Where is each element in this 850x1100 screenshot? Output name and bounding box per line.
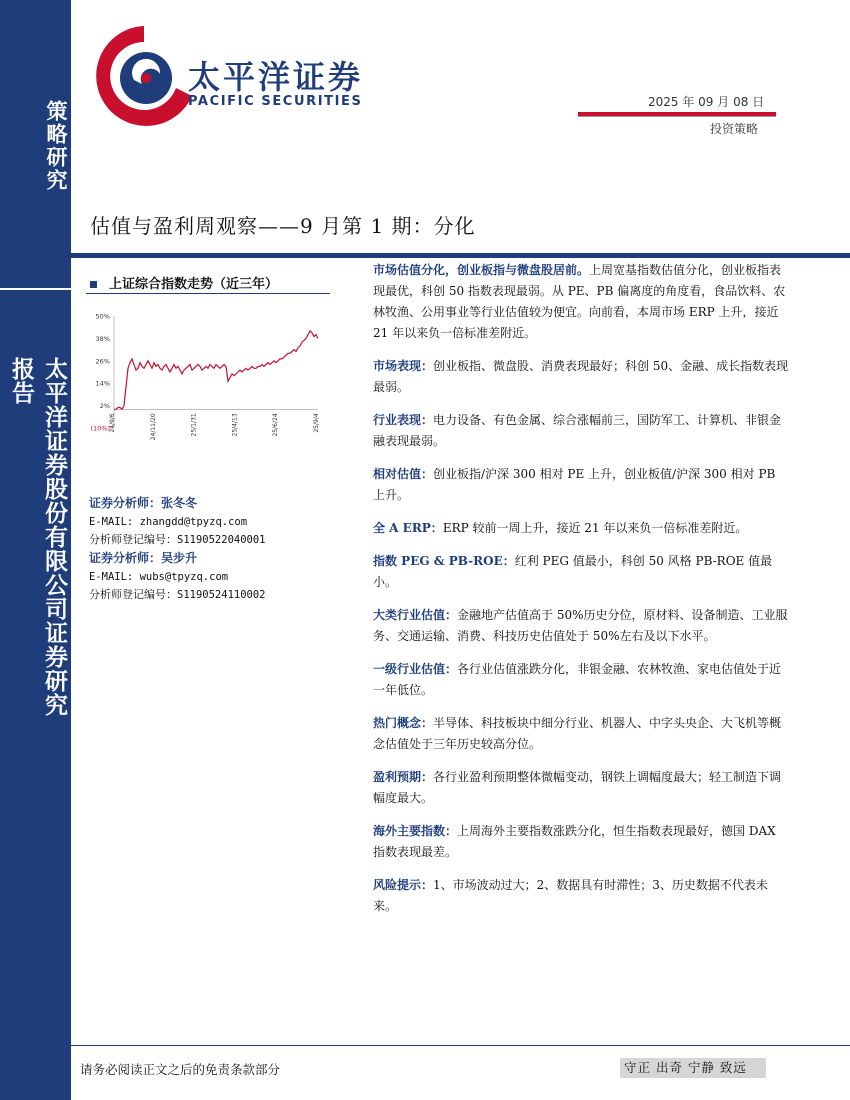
analyst-email-line [89,568,266,586]
analyst-email[interactable]: zhangdd@tpyzq.com [139,516,248,528]
sidebar-category-label: 策略研究 [44,100,69,192]
paragraph-heading: 市场估值分化，创业板指与微盘股居前。 [373,263,590,277]
x-tick-label: 25/1/31 [190,413,198,437]
footer-disclaimer: 请务必阅读正文之后的免责条款部分 [80,1062,281,1077]
paragraph-body: 金融地产估值高于 50%历史分位，原材料、设备制造、工业服务、交通运输、消费、科技历史估值处于 50%左右及以下水平。 [373,608,788,643]
paragraph-heading: 热门概念： [373,716,434,730]
paragraph-heading: 一级行业估值： [373,662,458,676]
x-tick-label: 24/11/20 [149,413,157,441]
paragraph-heading: 风险提示： [373,878,434,892]
paragraph-heading: 盈利预期： [373,770,434,784]
x-tick-label: 25/6/24 [272,413,280,437]
summary-paragraph [373,464,789,506]
summary-paragraph [373,410,789,452]
analyst-email-line [89,513,266,531]
title-divider [71,253,850,258]
analyst-1 [89,494,266,549]
footer-rule [71,1045,850,1046]
analyst-reg-no: S1190522040001 [177,534,266,546]
analyst-1-title [89,494,266,513]
square-bullet-icon [90,281,97,288]
analyst-name: 张冬冬 [161,496,198,510]
y-tick-label: (10%) [90,424,110,433]
paragraph-heading: 相对估值： [373,467,434,481]
paragraph-body: 各行业估值涨跌分化，非银金融、农林牧渔、家电估值处于近一年低位。 [373,662,782,697]
header-gray-rule [578,116,776,117]
reg-label: 分析师登记编号： [89,588,177,601]
analyst-2 [89,549,266,604]
analyst-email[interactable]: wubs@tpyzq.com [139,571,229,583]
series-line [114,331,318,409]
summary-paragraph [373,260,789,344]
paragraph-heading: 大类行业估值： [373,608,458,622]
analyst-name: 吴步升 [161,551,198,565]
report-category: 投资策略 [710,122,759,136]
y-tick-label: 14% [95,379,110,388]
summary-paragraph [373,551,789,593]
brand-name-en: PACIFIC SECURITIES [188,94,363,109]
paragraph-heading: 行业表现： [373,413,434,427]
paragraph-body: ERP 较前一周上升，接近 21 年以来负一倍标准差附近。 [442,521,748,535]
summary-paragraph [373,713,789,755]
summary-paragraph [373,356,789,398]
chart-title-text: 上证综合指数走势（近三年） [109,277,279,292]
analyst-role-label: 证券分析师： [89,496,162,510]
email-label: E-MAIL: [89,571,134,583]
report-date: 2025 年 09 月 08 日 [648,95,765,109]
report-title: 估值与盈利周观察——9 月第 1 期：分化 [90,214,476,238]
email-label: E-MAIL: [89,516,134,528]
sidebar-company-label: 太平洋证券股份有限公司证券研究报告 [8,357,68,717]
summary-paragraph [373,821,789,863]
analyst-reg-line [89,586,266,604]
paragraph-body: 上周海外主要指数涨跌分化，恒生指数表现最好，德国 DAX 指数表现最差。 [373,824,776,859]
y-tick-label: 50% [95,312,110,321]
paragraph-body: 创业板指、微盘股、消费表现最好；科创 50、金融、成长指数表现最弱。 [373,359,789,394]
summary-paragraph [373,659,789,701]
left-sidebar [0,0,71,1100]
summary-paragraph [373,518,789,539]
paragraph-heading: 全 A ERP： [373,521,443,535]
chart-title-rule [86,293,330,294]
analyst-reg-line [89,531,266,549]
analyst-reg-no: S1190524110002 [177,589,266,601]
paragraph-body: 创业板指/沪深 300 相对 PE 上升，创业板值/沪深 300 相对 PB 上升。 [373,467,776,502]
analyst-2-title [89,549,266,568]
paragraph-body: 各行业盈利预期整体微幅变动，钢铁上调幅度最大；轻工制造下调幅度最大。 [373,770,782,805]
summary-paragraph [373,767,789,809]
paragraph-body: 上周宽基指数估值分化，创业板指表现最优，科创 50 指数表现最弱。从 PE、PB 偏离度的角度看，食品饮料、农林牧渔、公用事业等行业估值较为便宜。向前看，本周市场 ERP 上升，接近 21 年以来负一倍标准差附近。 [373,263,786,340]
paragraph-body: 红利 PEG 值最小，科创 50 风格 PB-ROE 值最小。 [373,554,773,589]
chart-section-title [90,273,278,292]
reg-label: 分析师登记编号： [89,533,177,546]
summary-paragraph [373,605,789,647]
analyst-role-label: 证券分析师： [89,551,162,565]
analyst-block [89,494,266,604]
x-tick-label: 24/9/6 [109,413,116,433]
summary-content [373,260,789,929]
paragraph-body: 1、市场波动过大；2、数据具有时滞性；3、历史数据不代表未来。 [373,878,768,913]
index-line-chart [86,300,330,450]
x-tick-label: 25/4/13 [231,413,239,437]
paragraph-heading: 海外主要指数： [373,824,458,838]
y-tick-label: 2% [99,402,110,411]
paragraph-body: 半导体、科技板块中细分行业、机器人、中字头央企、大飞机等概念估值处于三年历史较高分位。 [373,716,782,751]
x-tick-label: 25/9/4 [313,413,320,433]
y-tick-label: 26% [95,357,110,366]
paragraph-heading: 指数 PEG & PB-ROE： [373,554,515,568]
y-tick-label: 38% [95,334,110,343]
footer-slogan: 守正 出奇 宁静 致远 [620,1058,766,1078]
paragraph-heading: 市场表现： [373,359,434,373]
paragraph-body: 电力设备、有色金属、综合涨幅前三，国防军工、计算机、非银金融表现最弱。 [373,413,782,448]
brand-name-cn: 太平洋证券 [188,58,364,96]
summary-paragraph [373,875,789,917]
